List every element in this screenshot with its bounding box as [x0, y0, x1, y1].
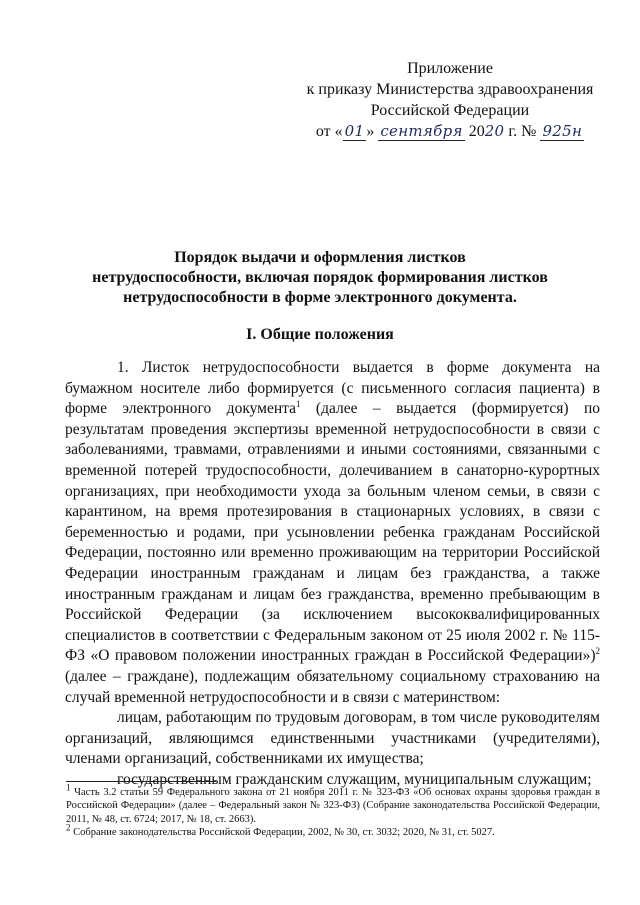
footnote-ref-2: 2	[595, 646, 600, 657]
appendix-label: Приложение	[407, 60, 493, 77]
order-month: сентября	[380, 122, 463, 140]
appendix-country: Российской Федерации	[370, 102, 530, 119]
footnote-2-text: Собрание законодательства Российской Федерации, 2002, № 30, ст. 3032; 2020, № 31, ст. 5027.	[70, 826, 495, 838]
order-number: 925н	[542, 122, 583, 140]
section-heading: I. Общие положения	[246, 326, 394, 343]
paragraph-1-part-c: (далее – граждане), подлежащим обязательному социальному страхованию на случай временной нетрудоспособности и в связи с материнством:	[65, 667, 600, 706]
order-year-suffix: 20	[484, 122, 505, 140]
appendix-order-ref: к приказу Министерства здравоохранения	[306, 81, 594, 98]
order-prefix: от «	[315, 123, 343, 140]
document-body	[65, 358, 600, 790]
title-line-1: Порядок выдачи и оформления листков	[174, 249, 466, 266]
appendix-header	[300, 58, 600, 142]
paragraph-3: государственным гражданским служащим, муниципальным служащим;	[117, 770, 592, 788]
order-mid: »	[366, 123, 379, 140]
paragraph-1	[65, 358, 600, 708]
footnote-2-mark: 2	[66, 822, 71, 833]
footnote-ref-1: 1	[296, 399, 301, 410]
order-year-tail: г. №	[504, 123, 537, 140]
paragraph-2: лицам, работающим по трудовым договорам, в том числе руководителям организаций, являющимся единственными участниками (учредителями), членами организаций, собственниками их имущества;	[65, 709, 600, 768]
footnote-1-text: Часть 3.2 статьи 59 Федерального закона от 21 ноября 2011 г. № 323-ФЗ «Об основах охраны здоровья граждан в Российской Федерации» (далее – Федеральный закон № 323-ФЗ) (Собрание законодательства Российской Федерации, 2011, № 48, ст. 6724; 2017, № 18, ст. 2663).	[66, 787, 600, 825]
order-date-line	[300, 121, 600, 142]
title-line-2: нетрудоспособности, включая порядок формирования листков	[92, 269, 548, 286]
footnote-1	[66, 782, 600, 826]
footnotes	[66, 782, 600, 839]
order-year-prefix: 20	[468, 123, 485, 140]
footnote-1-mark: 1	[66, 782, 71, 793]
document-title	[80, 248, 560, 308]
title-line-3: нетрудоспособности в форме электронного документа.	[123, 289, 517, 306]
paragraph-1-part-a: 1. Листок нетрудоспособности выдается в форме документа на бумажном носителе либо формируется (с письменного согласия пациента) в форме электронного документа	[65, 359, 600, 418]
order-day: 01	[344, 122, 365, 140]
footnote-2	[66, 822, 600, 839]
footnote-divider	[66, 781, 216, 782]
paragraph-1-part-b: (далее – выдается (формируется) по результатам проведения экспертизы временной нетрудоспособности в связи с заболеваниями, травмами, отравлениями и иными состояниями, связанными с временной потерей трудоспособности, долечиванием в санаторно-курортных организациях, при необходимости ухода за больным членом семьи, в связи с карантином, на время протезирования в стационарных условиях, в связи с беременностью и родами, при усыновлении ребенка гражданам Российской Федерации, постоянно или временно проживающим на территории Российской Федерации иностранным гражданам и лицам без гражданства, а также иностранным гражданам и лицам без гражданства, временно пребывающим в Российской Федерации (за исключением высококвалифицированных специалистов в соответствии с Федеральным законом от 25 июля 2002 г. № 115-ФЗ «О правовом положении иностранных граждан в Российской Федерации»)	[65, 400, 600, 665]
